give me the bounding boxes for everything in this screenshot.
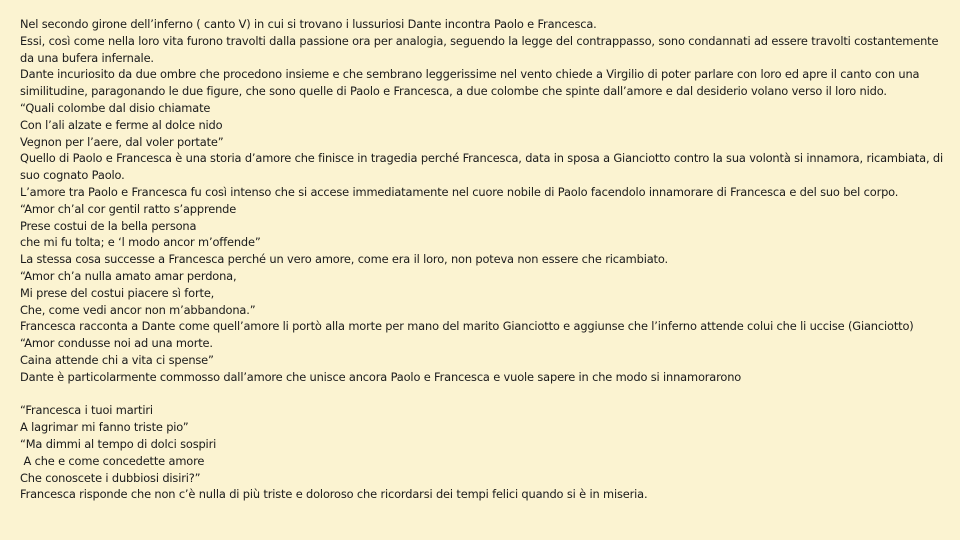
- paragraph: Quello di Paolo e Francesca è una storia d’amore che finisce in tragedia perché Francesca, data in sposa a Gianciotto contro la sua volontà si innamora, ricambiata, di suo cognato Paolo.: [20, 151, 947, 183]
- verse-line: Vegnon per l’aere, dal voler portate”: [20, 134, 224, 149]
- paragraph: L’amore tra Paolo e Francesca fu così intenso che si accese immediatamente nel cuore nobile di Paolo facendolo innamorare di Francesca e del suo bel corpo.: [20, 184, 899, 199]
- verse-line: che mi fu tolta; e ‘l modo ancor m’offende”: [20, 235, 261, 250]
- paragraph: Dante incuriosito da due ombre che procedono insieme e che sembrano leggerissime nel vento chiede a Virgilio di poter parlare con loro ed apre il canto con una similitudine, paragonando le due figure, che sono quelle di Paolo e Francesca, a due colombe che spinte dall’amore e dal desiderio volano verso il loro nido.: [20, 67, 923, 99]
- paragraph: La stessa cosa successe a Francesca perché un vero amore, come era il loro, non poteva non essere che ricambiato.: [20, 252, 668, 267]
- verse-line: Prese costui de la bella persona: [20, 218, 197, 233]
- verse-line: Caina attende chi a vita ci spense”: [20, 352, 214, 367]
- verse-line: “Ma dimmi al tempo di dolci sospiri: [20, 436, 217, 451]
- verse-line: “Quali colombe dal disio chiamate: [20, 100, 211, 115]
- text-block: [20, 16, 945, 503]
- paragraph: Nel secondo girone dell’inferno ( canto V) in cui si trovano i lussuriosi Dante incontra Paolo e Francesca.: [20, 17, 597, 31]
- paragraph: Francesca risponde che non c’è nulla di più triste e doloroso che ricordarsi dei tempi felici quando si è in miseria.: [20, 487, 648, 502]
- verse-line: Che conoscete i dubbiosi disiri?”: [20, 470, 201, 485]
- verse-line: Che, come vedi ancor non m’abbandona.”: [20, 302, 256, 317]
- paragraph: Dante è particolarmente commosso dall’amore che unisce ancora Paolo e Francesca e vuole sapere in che modo si innamorarono: [20, 369, 742, 384]
- verse-line: “Francesca i tuoi martiri: [20, 403, 153, 418]
- verse-line: Mi prese del costui piacere sì forte,: [20, 285, 215, 300]
- verse-line: “Amor ch’a nulla amato amar perdona,: [20, 268, 237, 283]
- verse-line: “Amor condusse noi ad una morte.: [20, 336, 213, 351]
- paragraph: Francesca racconta a Dante come quell’amore li portò alla morte per mano del marito Gianciotto e aggiunse che l’inferno attende colui che li uccise (Gianciotto): [20, 319, 914, 334]
- verse-line: A lagrimar mi fanno triste pio”: [20, 420, 189, 435]
- verse-line: A che e come concedette amore: [20, 453, 205, 468]
- paragraph: Essi, così come nella loro vita furono travolti dalla passione ora per analogia, seguendo la legge del contrappasso, sono condannati ad essere travolti costantemente da una bufera infernale.: [20, 33, 942, 65]
- verse-line: “Amor ch’al cor gentil ratto s’apprende: [20, 201, 237, 216]
- verse-line: Con l’ali alzate e ferme al dolce nido: [20, 117, 223, 132]
- blank-line: [20, 386, 945, 403]
